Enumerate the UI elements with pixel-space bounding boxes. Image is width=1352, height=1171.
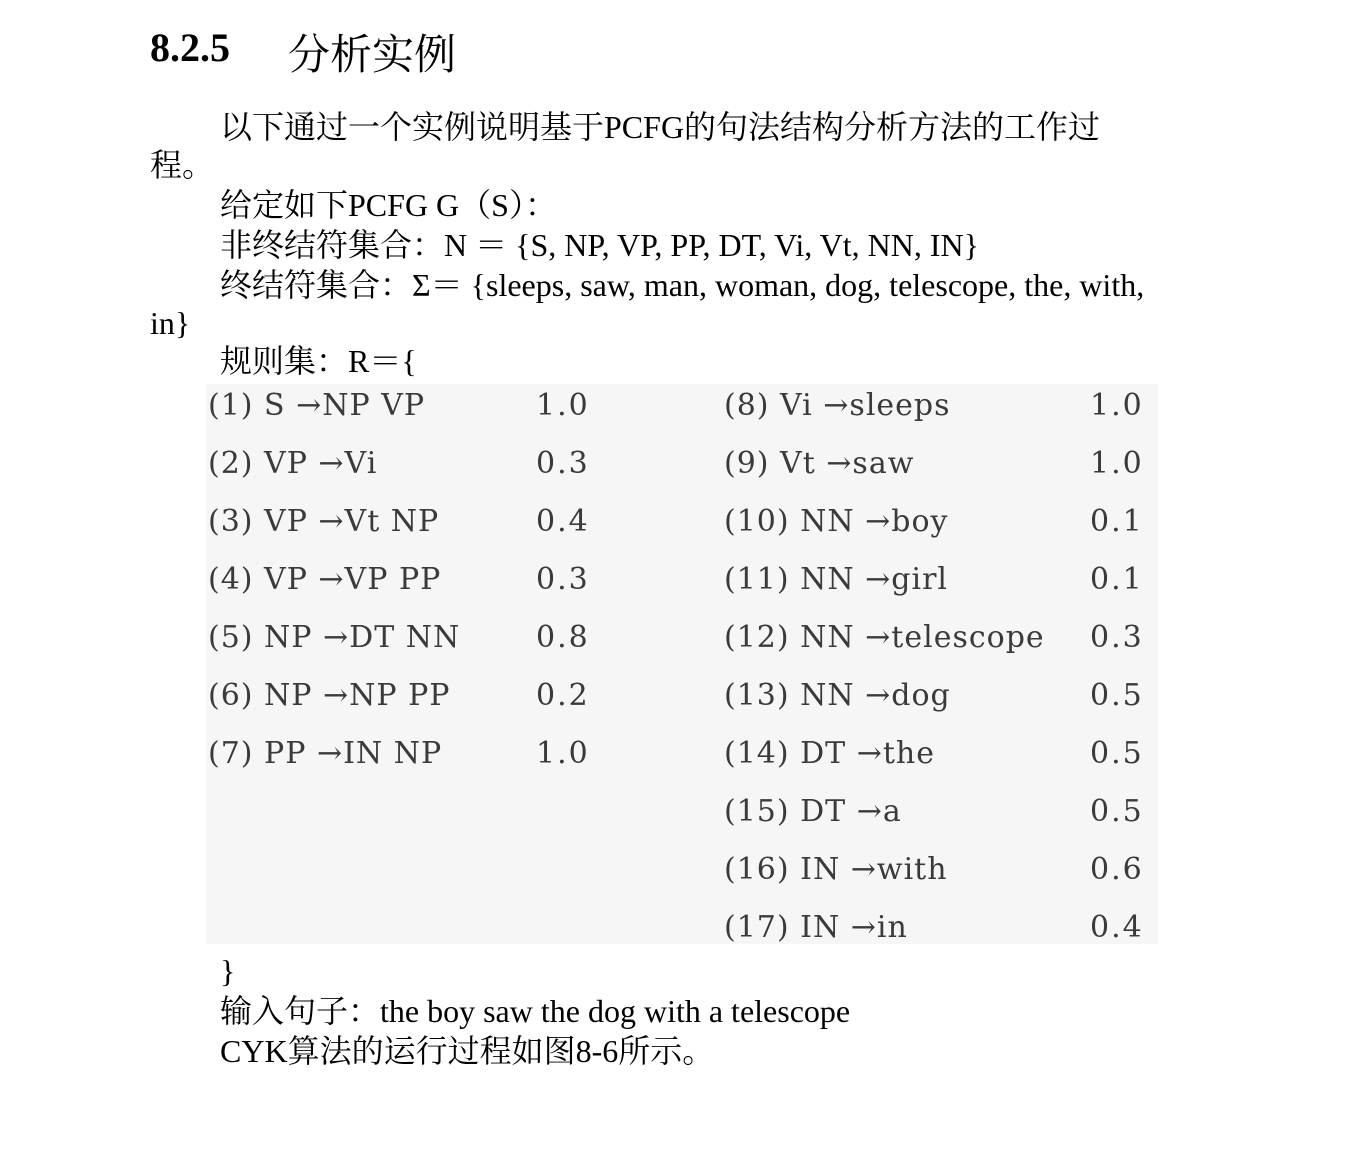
given-grammar: 给定如下PCFG G（S）：	[220, 187, 557, 223]
rule-left-6: (6) NP →NP PP	[208, 678, 451, 713]
prob-left-5: 0.8	[536, 620, 590, 655]
rule-right-14: (14) DT →the	[724, 736, 935, 771]
prob-right-17: 0.4	[1090, 910, 1144, 945]
rule-right-15: (15) DT →a	[724, 794, 902, 829]
intro-line-1: 以下通过一个实例说明基于PCFG的句法结构分析方法的工作过	[220, 109, 1101, 145]
terminal-set-line-1: 终结符集合：Σ＝ {sleeps, saw, man, woman, dog, telescope, the, with,	[220, 267, 1145, 303]
input-sentence: 输入句子：the boy saw the dog with a telescope	[220, 993, 851, 1029]
rule-set-close: }	[220, 953, 236, 989]
prob-right-10: 0.1	[1090, 504, 1144, 539]
rule-left-5: (5) NP →DT NN	[208, 620, 461, 655]
rule-right-8: (8) Vi →sleeps	[724, 388, 951, 423]
prob-right-13: 0.5	[1090, 678, 1144, 713]
prob-right-11: 0.1	[1090, 562, 1144, 597]
rule-left-3: (3) VP →Vt NP	[208, 504, 440, 539]
prob-left-6: 0.2	[536, 678, 590, 713]
prob-left-7: 1.0	[536, 736, 590, 771]
section-title: 分析实例	[288, 33, 457, 79]
rule-right-12: (12) NN →telescope	[724, 620, 1045, 655]
prob-left-2: 0.3	[536, 446, 590, 481]
rule-right-16: (16) IN →with	[724, 852, 948, 887]
nonterminal-set: 非终结符集合：N ＝ {S, NP, VP, PP, DT, Vi, Vt, NN, IN}	[220, 227, 980, 263]
prob-right-16: 0.6	[1090, 852, 1144, 887]
rule-left-2: (2) VP →Vi	[208, 446, 378, 481]
rule-set-open: 规则集：R＝{	[220, 343, 417, 379]
rule-right-9: (9) Vt →saw	[724, 446, 915, 481]
rule-right-13: (13) NN →dog	[724, 678, 951, 713]
rule-right-11: (11) NN →girl	[724, 562, 949, 597]
terminal-set-line-2: in}	[150, 305, 191, 341]
prob-right-15: 0.5	[1090, 794, 1144, 829]
section-number: 8.2.5	[150, 25, 230, 70]
prob-right-12: 0.3	[1090, 620, 1144, 655]
intro-line-2: 程。	[150, 147, 215, 183]
rule-left-1: (1) S →NP VP	[208, 388, 426, 423]
rule-left-4: (4) VP →VP PP	[208, 562, 442, 597]
rule-left-7: (7) PP →IN NP	[208, 736, 443, 771]
prob-left-1: 1.0	[536, 388, 590, 423]
cyk-note: CYK算法的运行过程如图8-6所示。	[220, 1033, 715, 1069]
prob-right-8: 1.0	[1090, 388, 1144, 423]
rules-table	[206, 384, 1158, 944]
rule-right-10: (10) NN →boy	[724, 504, 949, 539]
rule-right-17: (17) IN →in	[724, 910, 908, 945]
prob-left-3: 0.4	[536, 504, 590, 539]
prob-right-9: 1.0	[1090, 446, 1144, 481]
prob-right-14: 0.5	[1090, 736, 1144, 771]
prob-left-4: 0.3	[536, 562, 590, 597]
